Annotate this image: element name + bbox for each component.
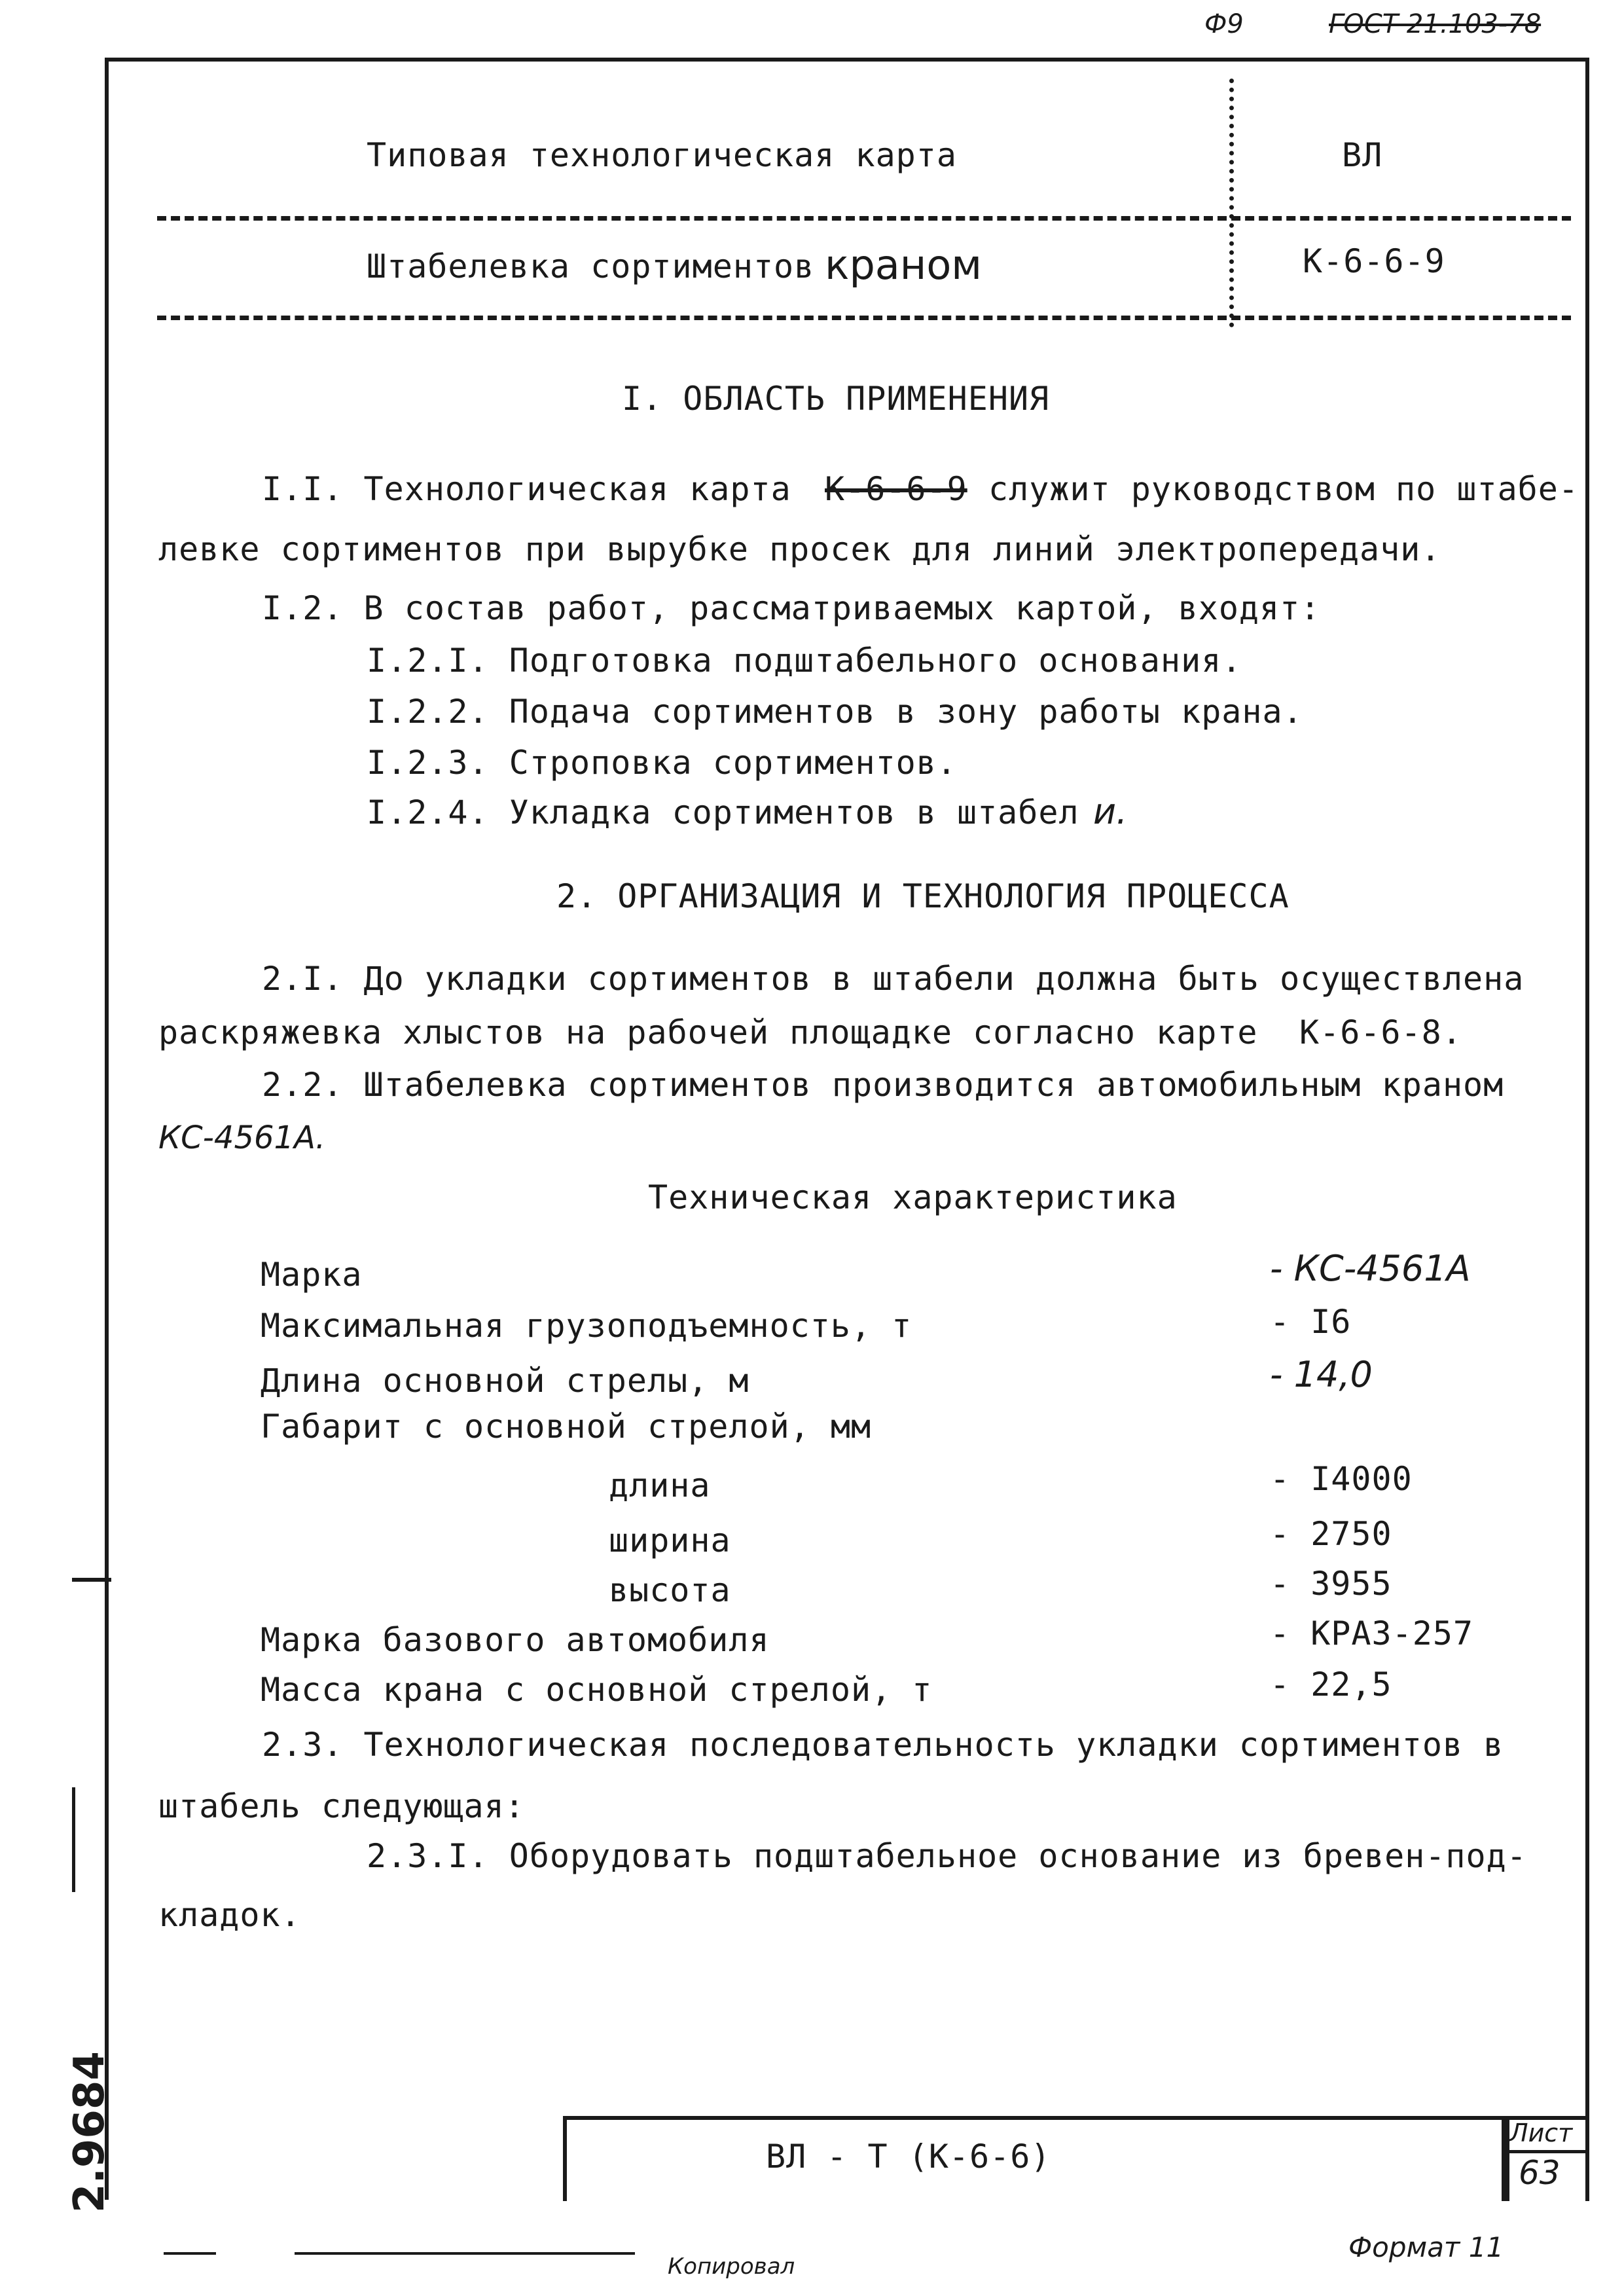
sheet-cell-divider bbox=[1506, 2150, 1589, 2153]
list-item: I.2.4. Укладка сортиментов в штабел bbox=[367, 793, 1079, 831]
p21-text-b: раскряжевка хлыстов на рабочей площадке согласно карте bbox=[158, 1013, 1258, 1051]
spec-base-value: - КРАЗ-257 bbox=[1270, 1614, 1474, 1652]
footer-rule bbox=[295, 2252, 635, 2255]
spec-width-value: - 2750 bbox=[1270, 1515, 1392, 1553]
spec-height-label: высота bbox=[609, 1571, 731, 1609]
archive-number-handwritten: 2.9684 bbox=[65, 2051, 114, 2213]
card-type-title: Типовая технологическая карта bbox=[367, 136, 957, 174]
p21-text-a: 2.I. До укладки сортиментов в штабели должна быть осуществлена bbox=[262, 960, 1525, 998]
form-code: Ф9 bbox=[1204, 9, 1244, 39]
spec-boom-label: Длина основной стрелы, м bbox=[261, 1362, 749, 1400]
spec-capacity-label: Максимальная грузоподъемность, т bbox=[261, 1307, 912, 1345]
spec-base-label: Марка базового автомобиля bbox=[261, 1621, 770, 1659]
p11-struck-ref: К-6-6-9 bbox=[825, 470, 967, 508]
p11-text-c: левке сортиментов при вырубке просек для линий электропередачи. bbox=[158, 530, 1441, 568]
section2-heading: 2. ОРГАНИЗАЦИЯ И ТЕХНОЛОГИЯ ПРОЦЕССА bbox=[556, 877, 1290, 915]
spec-capacity-value: - I6 bbox=[1270, 1303, 1352, 1341]
p22-text: 2.2. Штабелевка сортиментов производится автомобильным краном bbox=[262, 1066, 1504, 1104]
page-format: Формат 11 bbox=[1348, 2231, 1504, 2263]
spec-dims-label: Габарит с основной стрелой, мм bbox=[261, 1408, 872, 1446]
spec-mass-label: Масса крана с основной стрелой, т bbox=[261, 1671, 933, 1709]
spec-length-label: длина bbox=[609, 1467, 711, 1504]
gost-reference: ГОСТ 21.103-78 bbox=[1329, 9, 1542, 39]
margin-tick bbox=[72, 1578, 111, 1582]
sheet-number: 63 bbox=[1519, 2154, 1561, 2192]
spec-mass-value: - 22,5 bbox=[1270, 1666, 1392, 1704]
p231-text-b: кладок. bbox=[158, 1896, 301, 1934]
p23-text-a: 2.3. Технологическая последовательность укладки сортиментов в bbox=[262, 1726, 1504, 1764]
spec-brand-label: Марка bbox=[261, 1256, 363, 1294]
page-frame bbox=[105, 58, 1589, 2200]
header-divider bbox=[1229, 79, 1234, 327]
card-number: К-6-6-9 bbox=[1303, 242, 1445, 280]
list-item: I.2.3. Строповка сортиментов. bbox=[367, 744, 957, 782]
p11-text-b: служит руководством по штабе- bbox=[988, 470, 1579, 508]
card-subtitle-handwritten: краном bbox=[825, 241, 983, 289]
list-item-handwritten: и. bbox=[1093, 791, 1128, 832]
card-subtitle: Штабелевка сортиментов bbox=[367, 247, 815, 285]
spec-brand-value: - КС-4561А bbox=[1270, 1248, 1471, 1289]
spec-width-label: ширина bbox=[609, 1522, 731, 1559]
document-designation: ВЛ - Т (К-6-6) bbox=[766, 2138, 1051, 2176]
spec-title: Техническая характеристика bbox=[648, 1178, 1178, 1216]
copied-by: Копировал bbox=[668, 2253, 795, 2280]
spec-length-value: - I4000 bbox=[1270, 1460, 1413, 1498]
p12-text: I.2. В состав работ, рассматриваемых картой, входят: bbox=[262, 589, 1321, 627]
spec-boom-value: - 14,0 bbox=[1270, 1354, 1373, 1395]
header-separator bbox=[157, 216, 1571, 221]
list-item: I.2.I. Подготовка подштабельного основания. bbox=[367, 642, 1242, 680]
header-bottom-separator bbox=[157, 316, 1571, 320]
section1-heading: I. ОБЛАСТЬ ПРИМЕНЕНИЯ bbox=[622, 380, 1050, 418]
p22-handwritten-crane: КС-4561А. bbox=[158, 1120, 326, 1156]
p11-text-a: I.I. Технологическая карта bbox=[262, 470, 791, 508]
p231-text-a: 2.3.I. Оборудовать подштабельное основание из бревен-под- bbox=[367, 1837, 1527, 1875]
footer-dash bbox=[164, 2252, 216, 2255]
p21-reference: К-6-6-8. bbox=[1299, 1013, 1462, 1051]
p23-text-b: штабель следующая: bbox=[158, 1787, 525, 1825]
list-item: I.2.2. Подача сортиментов в зону работы крана. bbox=[367, 693, 1303, 731]
margin-line bbox=[72, 1787, 75, 1892]
spec-height-value: - 3955 bbox=[1270, 1565, 1392, 1603]
card-code: ВЛ bbox=[1342, 136, 1383, 174]
sheet-label: Лист bbox=[1509, 2119, 1573, 2147]
